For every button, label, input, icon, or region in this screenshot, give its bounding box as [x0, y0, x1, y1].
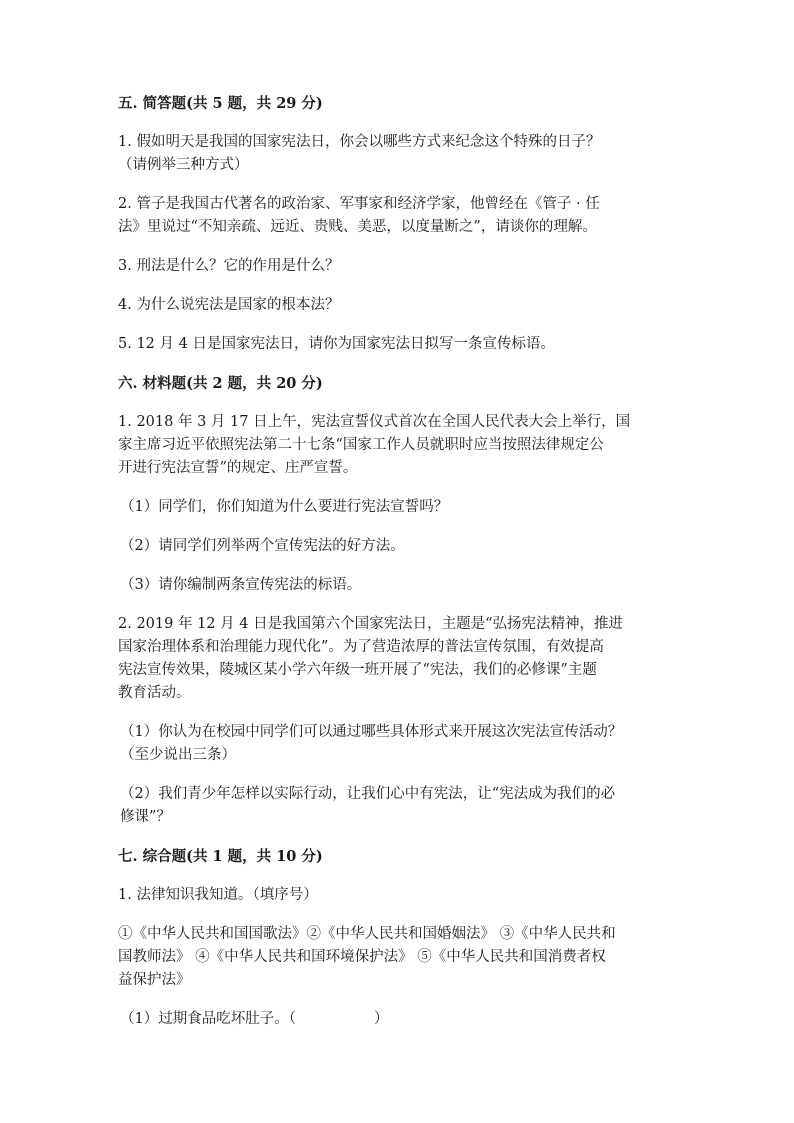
- fill-in-text: （1）过期食品吃坏肚子。（: [120, 1011, 296, 1027]
- material-line: 国家治理体系和治理能力现代化”。为了营造浓厚的普法宣传氛围，有效提高: [118, 639, 604, 655]
- question-4: [118, 294, 678, 317]
- fill-in-question: [120, 1008, 678, 1031]
- comprehensive-1: [118, 884, 678, 907]
- sub-question-line: （至少说出三条）: [120, 747, 236, 763]
- question-line: 1. 假如明天是我国的国家宪法日，你会以哪些方式来纪念这个特殊的日子？: [118, 134, 601, 150]
- sub-question: [120, 496, 678, 519]
- question-line: 3. 刑法是什么？它的作用是什么？: [118, 258, 340, 274]
- sub-question-line: （2）请同学们列举两个宣传宪法的好方法。: [120, 538, 405, 554]
- question-5: [118, 333, 678, 356]
- fill-in-line: [120, 1008, 678, 1031]
- exam-page: [118, 92, 678, 1047]
- question-line: 4. 为什么说宪法是国家的根本法？: [118, 297, 340, 313]
- sub-question: [120, 783, 678, 829]
- material-line: 宪法宣传效果，陵城区某小学六年级一班开展了“宪法，我们的必修课”主题: [118, 662, 597, 678]
- question-1: [118, 131, 678, 177]
- material-line: 2. 2019 年 12 月 4 日是我国第六个国家宪法日，主题是“弘扬宪法精神，推进: [118, 616, 623, 632]
- question-3: [118, 255, 678, 278]
- material-line: 教育活动。: [118, 685, 191, 701]
- question-line: （请例举三种方式）: [118, 157, 249, 173]
- section-heading: 七. 综合题(共 1 题，共 10 分): [118, 848, 323, 865]
- option-line: ①《中华人民共和国国歌法》②《中华人民共和国婚姻法》 ③《中华人民共和: [118, 926, 616, 942]
- material-line: 开进行宪法宣誓”的规定、庄严宣誓。: [118, 460, 358, 476]
- sub-question: [120, 574, 678, 597]
- material-1: [118, 411, 678, 480]
- sub-question-line: （1）你认为在校园中同学们可以通过哪些具体形式来开展这次宪法宣传活动？: [120, 724, 623, 740]
- sub-question: [120, 535, 678, 558]
- material-line: 家主席习近平依照宪法第二十七条“国家工作人员就职时应当按照法律规定公: [118, 437, 604, 453]
- option-line: 国教师法》 ④《中华人民共和国环境保护法》 ⑤《中华人民共和国消费者权: [118, 949, 606, 965]
- sub-question-line: （2）我们青少年怎样以实际行动，让我们心中有宪法，让“宪法成为我们的必: [120, 786, 616, 802]
- sub-question-line: （3）请你编制两条宣传宪法的标语。: [120, 577, 362, 593]
- question-2: [118, 193, 678, 239]
- sub-question-line: （1）同学们，你们知道为什么要进行宪法宣誓吗？: [120, 499, 449, 515]
- law-options: [118, 923, 678, 992]
- option-line: 益保护法》: [118, 972, 191, 988]
- question-line: 5. 12 月 4 日是国家宪法日，请你为国家宪法日拟写一条宣传标语。: [118, 336, 555, 352]
- question-line: 法》里说过“不知亲疏、远近、贵贱、美恶，以度量断之”，请谈你的理解。: [118, 219, 597, 235]
- sub-question: [120, 721, 678, 767]
- fill-in-close: ）: [373, 1011, 389, 1027]
- section-heading: 五. 简答题(共 5 题，共 29 分): [118, 95, 323, 112]
- section-heading: 六. 材料题(共 2 题，共 20 分): [118, 375, 323, 392]
- material-2: [118, 613, 678, 705]
- sub-question-line: 修课”？: [120, 809, 171, 825]
- question-line: 2. 管子是我国古代著名的政治家、军事家和经济学家，他曾经在《管子 · 任: [118, 196, 600, 212]
- material-line: 1. 2018 年 3 月 17 日上午，宪法宣誓仪式首次在全国人民代表大会上举行，国: [118, 414, 631, 430]
- question-line: 1. 法律知识我知道。（填序号）: [118, 887, 318, 903]
